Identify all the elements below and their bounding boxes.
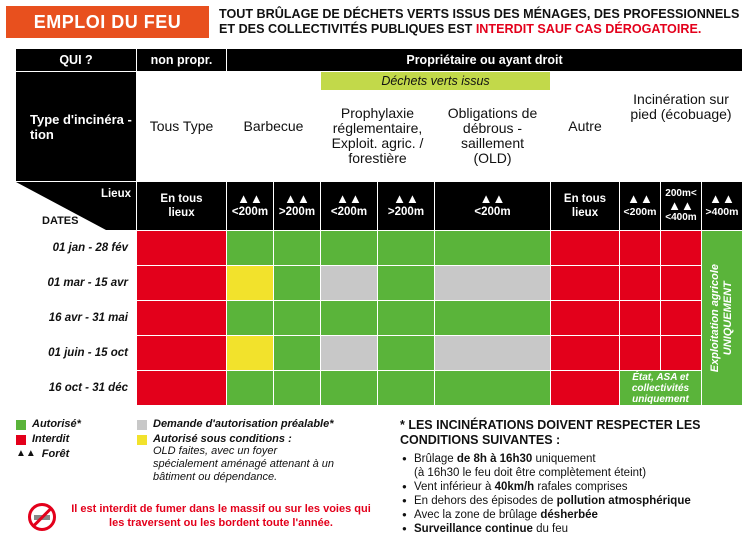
lieux-prophylaxie-gt200: ▲▲ >200m bbox=[378, 182, 434, 230]
forest-icon: ▲▲ bbox=[16, 448, 36, 459]
status-cell-interdit bbox=[137, 371, 226, 405]
status-cell-etat-asa: État, ASA et collectivités uniquement bbox=[620, 371, 701, 405]
type-prophylaxie: Prophylaxie réglementaire, Exploit. agric. / forestière bbox=[321, 91, 434, 181]
status-cell-autorise bbox=[435, 301, 550, 335]
legend-sous-conditions: Autorisé sous conditions : OLD faites, avec un foyer spécialement aménagé attenant à un bâtiment ou dépendance. bbox=[137, 433, 337, 484]
type-autre: Autre bbox=[551, 72, 619, 181]
status-cell-autorise bbox=[435, 231, 550, 265]
status-cell-interdit bbox=[137, 336, 226, 370]
forest-icon: ▲▲ bbox=[336, 191, 362, 206]
no-smoking-icon bbox=[28, 503, 56, 531]
status-cell-interdit bbox=[137, 266, 226, 300]
status-cell-autorise bbox=[378, 231, 434, 265]
lieux-incineration-200-400: 200m< ▲▲ <400m bbox=[661, 182, 701, 230]
status-cell-autorise bbox=[227, 231, 273, 265]
status-cell-interdit bbox=[661, 301, 701, 335]
status-cell-autorise bbox=[274, 371, 320, 405]
status-cell-interdit bbox=[551, 266, 619, 300]
legend-autorise: Autorisé* bbox=[16, 418, 81, 430]
status-cell-autorise bbox=[321, 231, 377, 265]
legend-swatch-green bbox=[16, 420, 26, 430]
status-cell-autorise bbox=[274, 301, 320, 335]
status-cell-interdit bbox=[137, 231, 226, 265]
date-row-label: 01 juin - 15 oct bbox=[16, 336, 136, 370]
condition-item: ● Avec la zone de brûlage désherbée bbox=[400, 508, 745, 522]
type-tous-type: Tous Type bbox=[137, 72, 226, 181]
status-cell-autorise bbox=[227, 371, 273, 405]
condition-item: ● En dehors des épisodes de pollution atmosphérique bbox=[400, 494, 745, 508]
status-cell-demande bbox=[435, 266, 550, 300]
forest-icon: ▲▲ bbox=[709, 191, 735, 206]
exploitation-agricole-note: Exploitation agricole UNIQUEMENT bbox=[709, 263, 734, 373]
date-row-label: 01 jan - 28 fév bbox=[16, 231, 136, 265]
status-cell-interdit bbox=[620, 336, 660, 370]
status-cell-interdit bbox=[551, 301, 619, 335]
condition-note: (à 16h30 le feu doit être complètement éteint) bbox=[414, 467, 647, 479]
date-row-label: 01 mar - 15 avr bbox=[16, 266, 136, 300]
date-row-label: 16 avr - 31 mai bbox=[16, 301, 136, 335]
status-cell-autorise bbox=[274, 336, 320, 370]
lieux-en-tous-lieux-2: En tous lieux bbox=[551, 182, 619, 230]
legend-foret: ▲▲ Forêt bbox=[16, 448, 70, 460]
condition-item: ● Brûlage de 8h à 16h30 uniquement bbox=[400, 452, 745, 466]
lieux-label: Lieux bbox=[100, 188, 131, 200]
lieux-obligations-lt200: ▲▲ <200m bbox=[435, 182, 550, 230]
status-cell-demande bbox=[435, 336, 550, 370]
legend-swatch-grey bbox=[137, 420, 147, 430]
status-cell-interdit bbox=[661, 231, 701, 265]
condition-item: ● Vent inférieur à 40km/h rafales comprises bbox=[400, 480, 745, 494]
non-proprietaire-header: non propr. bbox=[137, 49, 226, 71]
type-incineration: Incinération sur pied (écobuage) bbox=[620, 72, 742, 181]
status-cell-autorise bbox=[227, 301, 273, 335]
forest-icon: ▲▲ bbox=[627, 191, 653, 206]
forest-icon: ▲▲ bbox=[393, 191, 419, 206]
status-cell-sous-conditions bbox=[227, 336, 273, 370]
status-cell-demande bbox=[321, 336, 377, 370]
lieux-barbecue-gt200: ▲▲ >200m bbox=[274, 182, 320, 230]
lieux-incineration-lt200: ▲▲ <200m bbox=[620, 182, 660, 230]
status-cell-interdit bbox=[137, 301, 226, 335]
lieux-incineration-gt400: ▲▲ >400m bbox=[702, 182, 742, 230]
legend-demande: Demande d'autorisation préalable* bbox=[137, 418, 334, 430]
status-cell-interdit bbox=[661, 266, 701, 300]
status-cell-autorise bbox=[378, 266, 434, 300]
status-cell-autorise bbox=[274, 231, 320, 265]
fire-use-table bbox=[16, 49, 742, 409]
type-barbecue: Barbecue bbox=[227, 72, 320, 181]
date-row-label: 16 oct - 31 déc bbox=[16, 371, 136, 405]
status-cell-autorise bbox=[378, 371, 434, 405]
legend-swatch-yellow bbox=[137, 435, 147, 445]
qui-label: QUI ? bbox=[16, 49, 136, 71]
forest-icon: ▲▲ bbox=[479, 191, 506, 206]
dates-label: DATES bbox=[42, 215, 79, 227]
status-cell-autorise bbox=[274, 266, 320, 300]
status-cell-interdit bbox=[620, 266, 660, 300]
status-cell-sous-conditions bbox=[227, 266, 273, 300]
lieux-barbecue-lt200: ▲▲ <200m bbox=[227, 182, 273, 230]
forest-icon: ▲▲ bbox=[237, 191, 263, 206]
headline-text: TOUT BRÛLAGE DE DÉCHETS VERTS ISSUS DES MÉNAGES, DES PROFESSIONNELS ET DES COLLECTIVITÉS PUBLIQUES EST bbox=[219, 7, 740, 36]
condition-item: ● Surveillance continue du feu bbox=[400, 522, 745, 536]
lieux-prophylaxie-lt200: ▲▲ <200m bbox=[321, 182, 377, 230]
forest-icon: ▲▲ bbox=[668, 198, 694, 213]
headline-warning: INTERDIT SAUF CAS DÉROGATOIRE. bbox=[475, 22, 702, 36]
type-label: Type d'incinéra -tion bbox=[16, 72, 136, 181]
conditions-title: * LES INCINÉRATIONS DOIVENT RESPECTER LES CONDITIONS SUIVANTES : bbox=[400, 418, 701, 447]
conditions-panel bbox=[400, 418, 745, 536]
status-cell-interdit bbox=[661, 336, 701, 370]
status-cell-interdit bbox=[620, 301, 660, 335]
status-cell-demande bbox=[321, 266, 377, 300]
legend-swatch-red bbox=[16, 435, 26, 445]
legend-interdit: Interdit bbox=[16, 433, 69, 445]
status-cell-autorise bbox=[378, 301, 434, 335]
no-smoking-text: Il est interdit de fumer dans le massif ou sur les voies qui les traversent ou les bordent toute l'année. bbox=[71, 503, 371, 529]
status-cell-interdit bbox=[551, 336, 619, 370]
status-cell-autorise bbox=[435, 371, 550, 405]
forest-icon: ▲▲ bbox=[284, 191, 310, 206]
status-cell-autorise bbox=[378, 336, 434, 370]
status-cell-interdit bbox=[551, 371, 619, 405]
status-cell-interdit bbox=[551, 231, 619, 265]
status-cell-autorise bbox=[321, 371, 377, 405]
proprietaire-header: Propriétaire ou ayant droit bbox=[227, 49, 742, 71]
dechets-verts-banner: Déchets verts issus bbox=[321, 72, 550, 90]
status-cell-exploitation-agricole bbox=[702, 231, 742, 405]
status-cell-interdit bbox=[620, 231, 660, 265]
headline bbox=[219, 7, 749, 37]
status-cell-autorise bbox=[321, 301, 377, 335]
lieux-en-tous-lieux-1: En tous lieux bbox=[137, 182, 226, 230]
type-obligations: Obligations de débrous -saillement (OLD) bbox=[435, 91, 550, 181]
page-title-badge: EMPLOI DU FEU bbox=[6, 6, 209, 38]
